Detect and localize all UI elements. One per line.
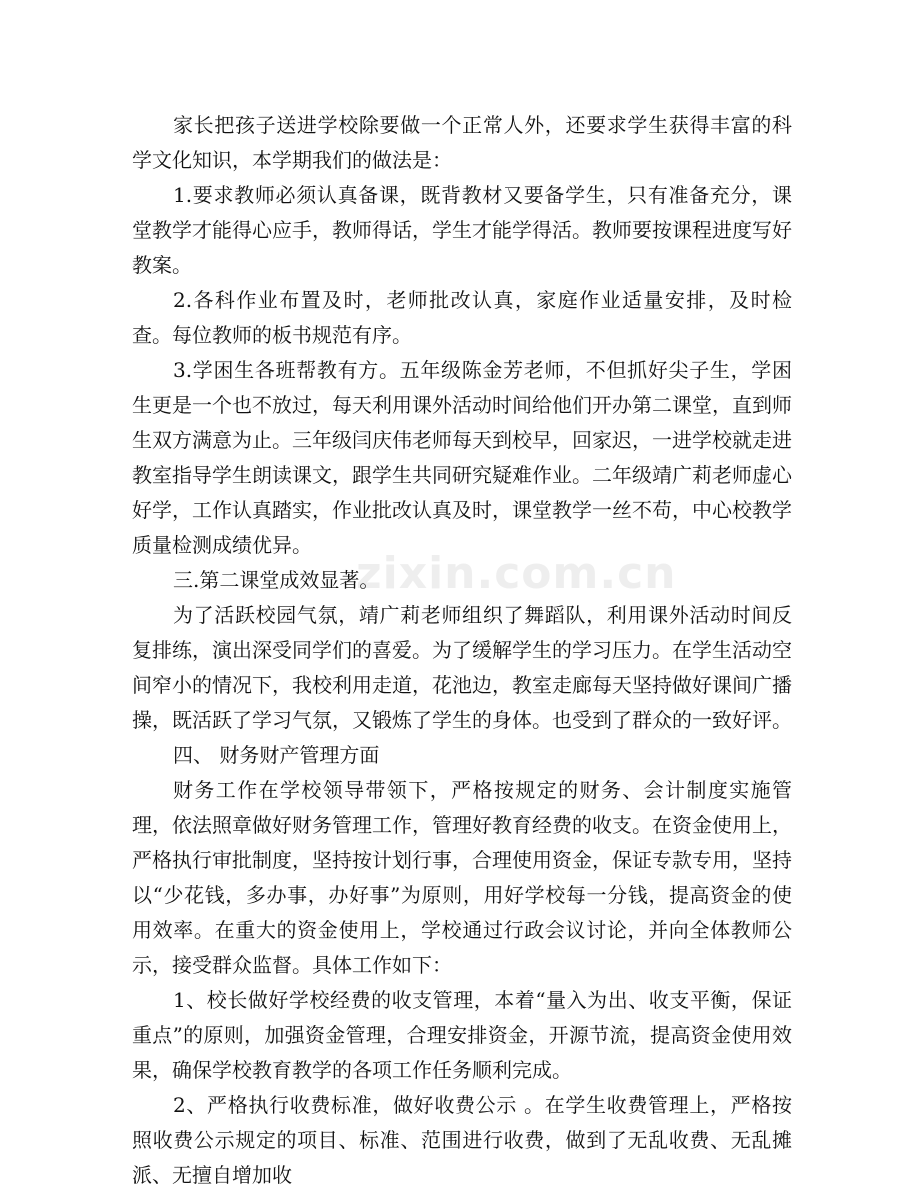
paragraph-second-classroom: 为了活跃校园气氛，靖广莉老师组织了舞蹈队，利用课外活动时间反复排练，演出深受同学们的喜爱。为了缓解学生的学习压力。在学生活动空间窄小的情况下，我校利用走道，花池边，教室走廊每天坚持做好课间广播操，既活跃了学习气氛，又锻炼了学生的身体。也受到了群众的一致好评。 <box>132 603 792 732</box>
watermark: zixin.com.cn <box>356 548 677 599</box>
paragraph-finance: 财务工作在学校领导带领下，严格按规定的财务、会计制度实施管理，依法照章做好财务管理工作，管理好教育经费的收支。在资金使用上，严格执行审批制度，坚持按计划行事，合理使用资金，保证专款专用，坚持以“少花钱，多办事，办好事”为原则，用好学校每一分钱，提高资金的使用效率。在重大的资金使用上，学校通过行政会议讨论，并向全体教师公示，接受群众监督。具体工作如下： <box>132 778 792 977</box>
paragraph-finance-item-2: 2、严格执行收费标准，做好收费公示 。在学生收费管理上，严格按照收费公示规定的项目、标准、范围进行收费，做到了无乱收费、无乱摊派、无擅自增加收 <box>132 1093 792 1187</box>
paragraph-finance-item-1: 1、校长做好学校经费的收支管理，本着“量入为出、收支平衡，保证重点”的原则，加强资金管理，合理安排资金，开源节流，提高资金使用效果，确保学校教育教学的各项工作任务顺利完成。 <box>132 988 792 1082</box>
section-heading-3: 三.第二课堂成效显著。 <box>173 568 380 592</box>
paragraph-item-3: 3.学困生各班帮教有方。五年级陈金芳老师，不但抓好尖子生，学困生更是一个也不放过，每天利用课外活动时间给他们开办第二课堂，直到师生双方满意为止。三年级闫庆伟老师每天到校早，回家迟，一进学校就走进教室指导学生朗读课文，跟学生共同研究疑难作业。二年级靖广莉老师虚心好学，工作认真踏实，作业批改认真及时，课堂教学一丝不苟，中心校教学质量检测成绩优异。 <box>132 358 792 557</box>
paragraph-item-2: 2.各科作业布置及时，老师批改认真，家庭作业适量安排，及时检查。每位教师的板书规范有序。 <box>132 288 792 347</box>
paragraph-item-1: 1.要求教师必须认真备课，既背教材又要备学生，只有准备充分，课堂教学才能得心应手，教师得话，学生才能学得活。教师要按课程进度写好教案。 <box>132 183 792 277</box>
paragraph-intro: 家长把孩子送进学校除要做一个正常人外，还要求学生获得丰富的科学文化知识，本学期我们的做法是： <box>132 113 792 172</box>
section-heading-4: 四、 财务财产管理方面 <box>173 743 380 767</box>
document-body <box>132 108 792 1193</box>
